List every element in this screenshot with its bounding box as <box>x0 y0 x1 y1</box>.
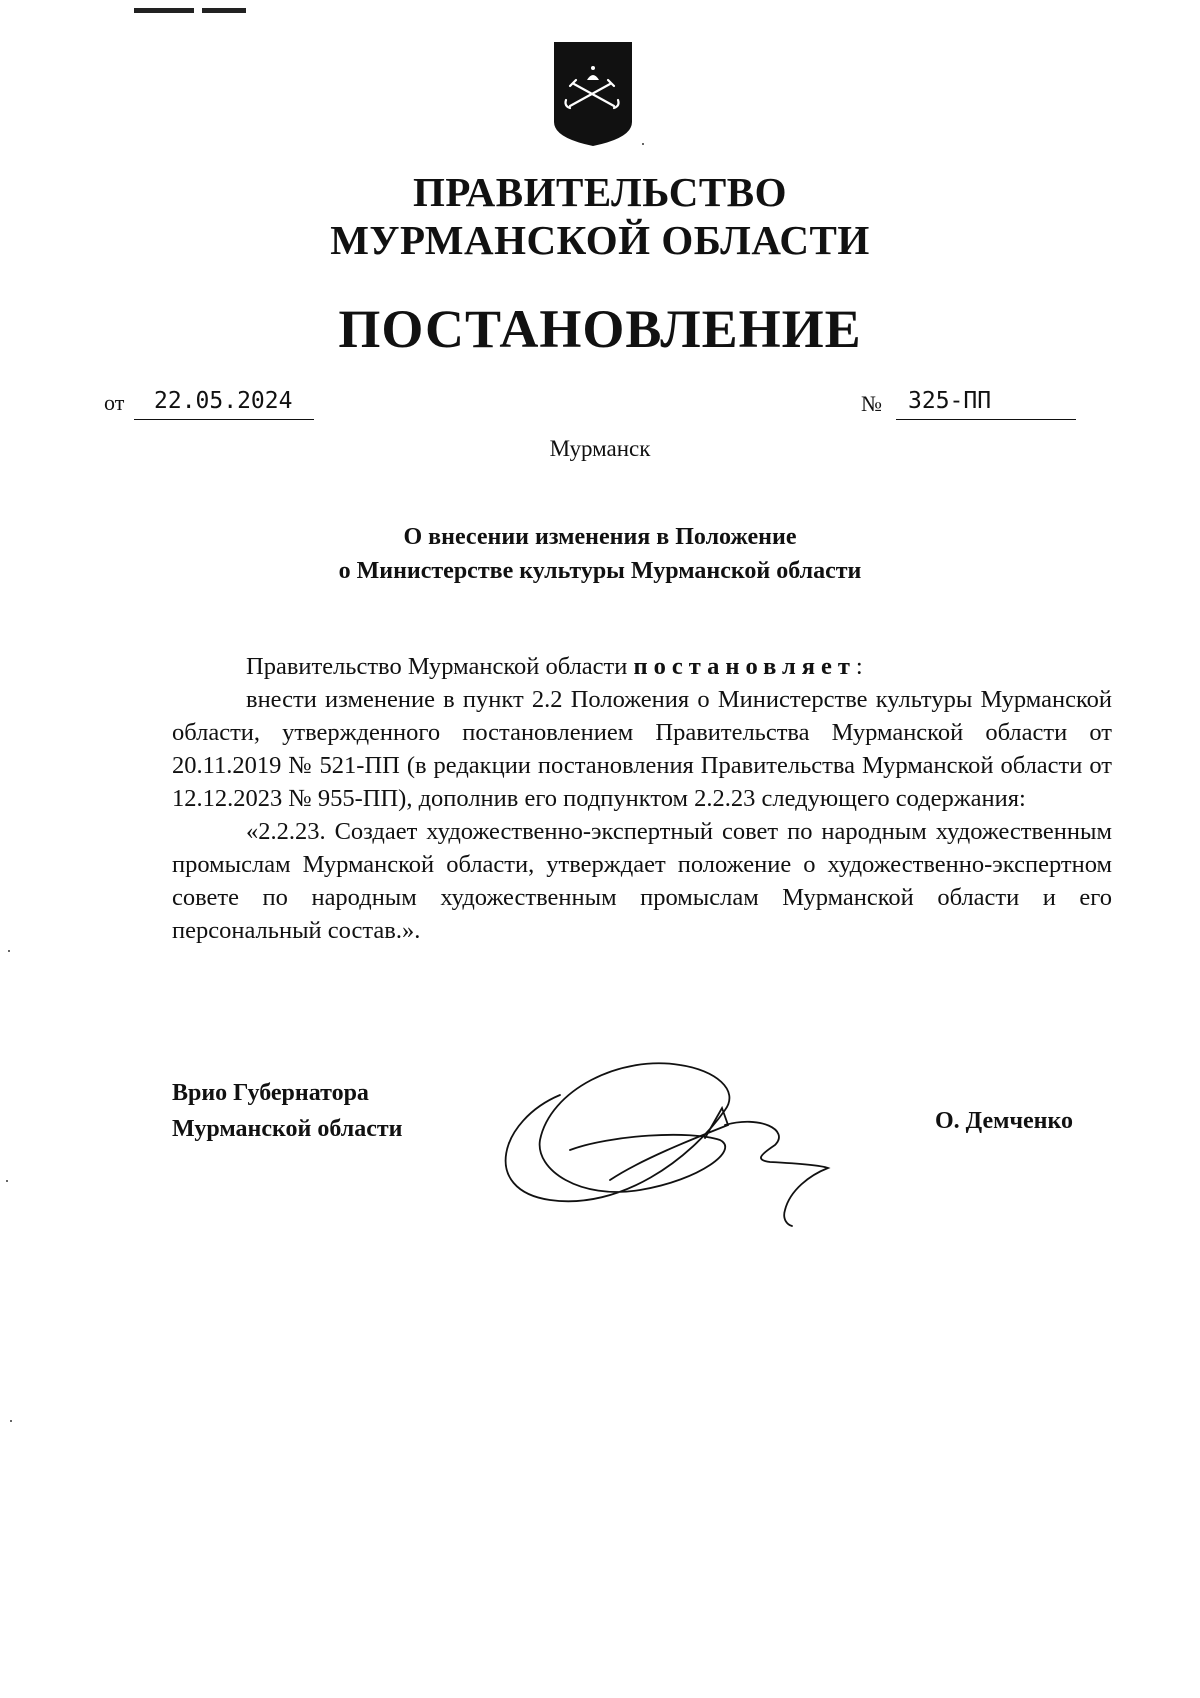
amendment-paragraph: внести изменение в пункт 2.2 Положения о Министерстве культуры Мурманской области, утвержденного постановлением Правительства Мурманской области от 20.11.2019 № 521-ПП (в редакции постановления Правительства Мурманской области от 12.12.2023 № 955-ПП), дополнив его подпунктом 2.2.23 следующего содержания: <box>172 686 1112 812</box>
decree-paragraph <box>172 650 1112 683</box>
document-type: ПОСТАНОВЛЕНИЕ <box>338 299 862 359</box>
scan-artifact <box>134 0 284 6</box>
government-title-line1: ПРАВИТЕЛЬСТВО <box>412 169 788 215</box>
decree-suffix: : <box>855 653 863 680</box>
subject-line2: о Министерстве культуры Мурманской области <box>338 558 862 584</box>
document-subject <box>0 520 1200 588</box>
handwritten-signature <box>490 1050 900 1230</box>
date-value: 22.05.2024 <box>134 388 314 420</box>
signatory-role <box>172 1075 402 1147</box>
coat-of-arms-icon <box>552 40 634 148</box>
date-label: от <box>104 390 125 415</box>
government-title <box>0 168 1200 264</box>
scan-speck <box>8 950 10 952</box>
subject-line1: О внесении изменения в Положение <box>403 524 797 550</box>
scan-speck <box>10 1420 12 1422</box>
scan-speck <box>6 1180 8 1182</box>
number-label: № <box>861 391 882 416</box>
signatory-name: О. Демченко <box>935 1108 1073 1134</box>
new-subclause-paragraph: «2.2.23. Создает художественно-экспертный совет по народным художественным промыслам Мурманской области, утверждает положение о художественно-экспертном совете по народным художественным промыслам Мурманской области и его персональный состав.». <box>172 818 1112 944</box>
document-body <box>172 650 1112 947</box>
decree-word: постановляет <box>633 653 856 680</box>
signatory-role-line2: Мурманской области <box>172 1116 403 1142</box>
city: Мурманск <box>549 436 651 461</box>
decree-prefix: Правительство Мурманской области <box>246 653 634 680</box>
document-number: 325-ПП <box>896 388 1076 420</box>
government-title-line2: МУРМАНСКОЙ ОБЛАСТИ <box>330 217 870 263</box>
scan-speck <box>642 143 644 145</box>
signatory-role-line1: Врио Губернатора <box>172 1080 369 1106</box>
